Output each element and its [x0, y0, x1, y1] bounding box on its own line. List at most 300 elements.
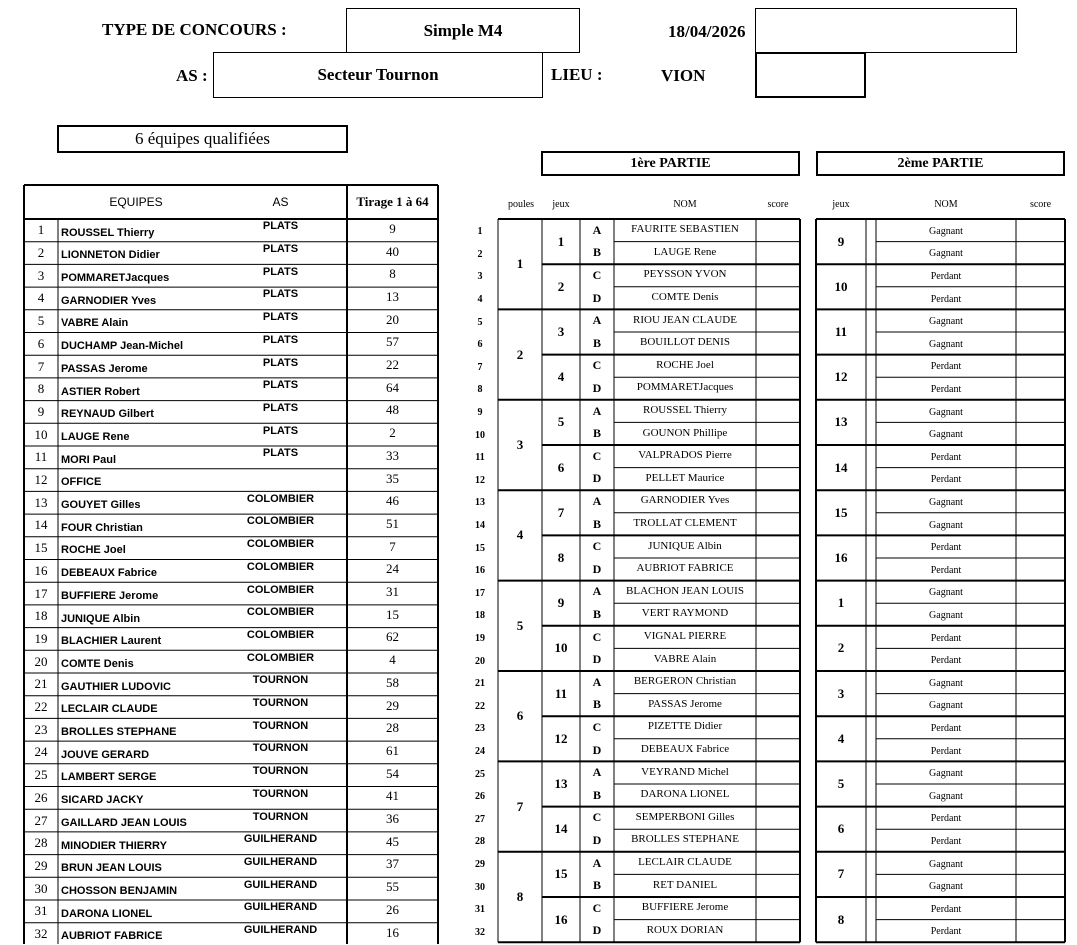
result-label: Gagnant: [929, 700, 963, 712]
player-name: RIOU JEAN CLAUDE: [633, 313, 737, 326]
table-row: [24, 696, 438, 719]
score-cell[interactable]: [756, 581, 800, 604]
draw-row-number: 20: [475, 655, 485, 667]
player-name: PEYSSON YVON: [643, 268, 727, 281]
tirage-value[interactable]: 57: [386, 334, 399, 350]
row-number: 22: [34, 699, 48, 715]
score-cell-2[interactable]: [1016, 355, 1065, 378]
jeu-number: 14: [554, 821, 568, 837]
tirage-value[interactable]: 54: [386, 765, 399, 781]
draw-row-number: 14: [475, 520, 485, 532]
team-as: COLOMBIER: [246, 515, 315, 528]
score-cell[interactable]: [756, 784, 800, 807]
score-cell[interactable]: [756, 445, 800, 468]
score-cell-2[interactable]: [1016, 829, 1065, 852]
table-row: [24, 787, 438, 810]
score-cell-2[interactable]: [1016, 626, 1065, 649]
score-cell-2[interactable]: [1016, 784, 1065, 807]
poule-number: 5: [516, 617, 524, 633]
team-letter: C: [592, 448, 602, 463]
table-row: [24, 378, 438, 401]
score-cell-2[interactable]: [1016, 490, 1065, 513]
draw-row-number: 7: [477, 361, 483, 373]
score-cell[interactable]: [756, 219, 800, 242]
score-cell[interactable]: [756, 468, 800, 491]
jeu-number-2: 11: [834, 323, 848, 339]
row-number: 7: [37, 358, 45, 374]
team-as: PLATS: [262, 424, 299, 437]
poule-number: 3: [516, 436, 524, 452]
score-cell-2[interactable]: [1016, 422, 1065, 445]
table-row: [24, 446, 438, 469]
team-as: TOURNON: [252, 697, 309, 710]
team-letter: C: [592, 900, 602, 915]
team-as: COLOMBIER: [246, 492, 315, 505]
score-cell[interactable]: [756, 422, 800, 445]
row-number: 9: [37, 403, 45, 419]
tirage-value[interactable]: 24: [386, 561, 399, 577]
header-tirage: Tirage 1 à 64: [356, 194, 429, 209]
score-cell-2[interactable]: [1016, 920, 1065, 943]
player-name: AUBRIOT FABRICE: [636, 562, 734, 575]
draw-row-number: 24: [475, 746, 485, 758]
team-as: TOURNON: [252, 787, 309, 800]
jeu-number-2: 5: [837, 775, 845, 791]
header-jeux-2: jeux: [832, 198, 850, 210]
player-name: POMMARETJacques: [636, 381, 734, 394]
row-number: 10: [34, 426, 48, 442]
team-name: GOUYET Gilles: [61, 499, 141, 512]
type-concours-field[interactable]: Simple M4: [346, 8, 580, 53]
result-label: Perdant: [930, 270, 962, 282]
table-row: [24, 718, 438, 741]
player-name: LAUGE Rene: [653, 245, 717, 258]
row-number: 4: [37, 290, 45, 306]
row-number: 32: [34, 926, 48, 942]
score-cell-2[interactable]: [1016, 761, 1065, 784]
table-row: [24, 560, 438, 583]
player-name: PELLET Maurice: [645, 471, 725, 484]
poule-number: 4: [516, 527, 524, 543]
score-cell[interactable]: [756, 739, 800, 762]
team-letter: B: [592, 245, 601, 260]
jeu-number-2: 13: [834, 414, 848, 430]
tirage-value[interactable]: 4: [389, 652, 396, 668]
player-name: TROLLAT CLEMENT: [633, 517, 737, 530]
team-as: PLATS: [262, 333, 299, 346]
jeu-number: 13: [554, 775, 568, 791]
score-cell-2[interactable]: [1016, 694, 1065, 717]
table-row: [24, 650, 438, 673]
team-as: COLOMBIER: [246, 583, 315, 596]
score-cell[interactable]: [756, 490, 800, 513]
row-number: 26: [34, 789, 48, 805]
draw-row-number: 3: [477, 271, 483, 283]
score-cell[interactable]: [756, 897, 800, 920]
team-name: CHOSSON BENJAMIN: [61, 884, 178, 897]
team-name: ROCHE Joel: [61, 544, 126, 557]
score-cell-2[interactable]: [1016, 513, 1065, 536]
table-row: [24, 423, 438, 446]
tirage-value[interactable]: 51: [386, 515, 399, 531]
team-name: VABRE Alain: [61, 317, 129, 330]
result-label: Perdant: [930, 361, 962, 373]
player-name: JUNIQUE Albin: [648, 539, 722, 552]
team-as: GUILHERAND: [243, 878, 318, 891]
score-cell-2[interactable]: [1016, 671, 1065, 694]
jeu-number-2: 1: [837, 595, 845, 611]
jeu-number: 9: [557, 595, 565, 611]
row-number: 20: [34, 653, 48, 669]
poule-number: 7: [516, 798, 524, 814]
tirage-value[interactable]: 64: [386, 379, 399, 395]
table-row: [24, 855, 438, 878]
score-cell[interactable]: [756, 716, 800, 739]
score-cell[interactable]: [756, 309, 800, 332]
score-cell[interactable]: [756, 242, 800, 265]
type-concours-label: TYPE DE CONCOURS :: [102, 20, 287, 39]
jeu-number-2: 12: [834, 369, 848, 385]
player-name: DARONA LIONEL: [640, 788, 730, 801]
score-cell-2[interactable]: [1016, 400, 1065, 423]
score-cell-2[interactable]: [1016, 445, 1065, 468]
result-label: Perdant: [930, 926, 962, 938]
score-cell[interactable]: [756, 535, 800, 558]
score-cell[interactable]: [756, 400, 800, 423]
team-letter: C: [592, 719, 602, 734]
table-row: [24, 401, 438, 424]
draw-row-number: 16: [475, 565, 485, 577]
score-cell[interactable]: [756, 920, 800, 943]
team-as: GUILHERAND: [243, 924, 318, 937]
result-label: Gagnant: [929, 429, 963, 441]
table-row: [24, 219, 438, 242]
jeu-number: 4: [557, 369, 565, 385]
lieu-label: LIEU :: [551, 65, 603, 84]
tirage-value[interactable]: 8: [389, 266, 396, 282]
date-extra-field[interactable]: [755, 8, 1017, 53]
tirage-value[interactable]: 48: [386, 402, 399, 418]
result-label: Perdant: [930, 835, 962, 847]
result-label: Perdant: [930, 632, 962, 644]
result-label: Gagnant: [929, 225, 963, 237]
team-as: COLOMBIER: [246, 606, 315, 619]
score-cell-2[interactable]: [1016, 581, 1065, 604]
draw-row-number: 31: [475, 904, 485, 916]
draw-row-number: 10: [475, 429, 485, 441]
team-as: PLATS: [262, 379, 299, 392]
header-equipes: EQUIPES: [109, 195, 163, 209]
score-cell-2[interactable]: [1016, 219, 1065, 242]
team-as: PLATS: [262, 220, 299, 233]
part1-title: 1ère PARTIE: [541, 151, 800, 176]
result-label: Gagnant: [929, 858, 963, 870]
table-row: [24, 741, 438, 764]
team-name: BLACHIER Laurent: [61, 635, 162, 648]
team-as: TOURNON: [252, 674, 309, 687]
score-cell-2[interactable]: [1016, 468, 1065, 491]
tirage-value[interactable]: 29: [386, 697, 399, 713]
jeu-number-2: 4: [837, 730, 845, 746]
as-field[interactable]: Secteur Tournon: [213, 52, 543, 98]
team-name: OFFICE: [61, 476, 102, 489]
team-as: [214, 470, 347, 483]
draw-row-number: 26: [475, 791, 485, 803]
result-label: Gagnant: [929, 790, 963, 802]
row-number: 19: [34, 630, 48, 646]
draw-row-number: 28: [475, 836, 485, 848]
draw-row-number: 23: [475, 723, 485, 735]
jeu-number: 12: [554, 730, 568, 746]
tirage-value[interactable]: 15: [386, 606, 399, 622]
draw-row-number: 25: [475, 768, 485, 780]
score-cell[interactable]: [756, 829, 800, 852]
tirage-value[interactable]: 40: [386, 243, 399, 259]
result-label: Perdant: [930, 722, 962, 734]
score-cell[interactable]: [756, 558, 800, 581]
team-name: PASSAS Jerome: [61, 362, 148, 375]
team-name: LAMBERT SERGE: [61, 771, 157, 784]
table-row: [24, 809, 438, 832]
result-label: Perdant: [930, 293, 962, 305]
tirage-value[interactable]: 36: [386, 811, 399, 827]
tirage-value[interactable]: 35: [386, 470, 399, 486]
tirage-value[interactable]: 61: [386, 742, 399, 758]
tirage-value[interactable]: 13: [386, 288, 399, 304]
team-as: PLATS: [262, 288, 299, 301]
table-row: [24, 764, 438, 787]
team-letter: B: [592, 426, 601, 441]
row-number: 24: [34, 744, 48, 760]
jeu-number-2: 9: [837, 233, 845, 249]
team-as: TOURNON: [252, 719, 309, 732]
draw-row-number: 17: [475, 587, 485, 599]
row-number: 15: [34, 540, 48, 556]
player-name: VALPRADOS Pierre: [638, 449, 732, 462]
team-letter: C: [592, 539, 602, 554]
draw-row-number: 9: [477, 407, 483, 419]
tirage-value[interactable]: 45: [386, 833, 399, 849]
score-cell[interactable]: [756, 377, 800, 400]
tirage-value[interactable]: 20: [386, 311, 399, 327]
jeu-number-2: 2: [837, 640, 845, 656]
team-as: COLOMBIER: [246, 560, 315, 573]
tirage-value[interactable]: 26: [386, 901, 399, 917]
score-cell-2[interactable]: [1016, 874, 1065, 897]
table-row: [24, 264, 438, 287]
team-as: TOURNON: [252, 765, 309, 778]
score-cell-2[interactable]: [1016, 535, 1065, 558]
tirage-value[interactable]: 2: [389, 425, 396, 441]
row-number: 25: [34, 767, 48, 783]
score-cell[interactable]: [756, 694, 800, 717]
score-cell-2[interactable]: [1016, 242, 1065, 265]
tirage-value[interactable]: 55: [386, 879, 399, 895]
team-as: PLATS: [262, 356, 299, 369]
team-letter: D: [592, 290, 602, 305]
score-cell-2[interactable]: [1016, 603, 1065, 626]
jeu-number: 10: [554, 640, 568, 656]
row-number: 18: [34, 608, 48, 624]
player-name: VIGNAL PIERRE: [643, 630, 727, 643]
tirage-value[interactable]: 31: [386, 584, 399, 600]
jeu-number: 7: [557, 504, 565, 520]
player-name: ROUX DORIAN: [646, 923, 724, 936]
as-label: AS :: [176, 66, 208, 85]
score-cell-2[interactable]: [1016, 716, 1065, 739]
team-name: ROUSSEL Thierry: [61, 226, 155, 239]
row-number: 3: [37, 267, 45, 283]
draw-row-number: 12: [475, 474, 485, 486]
row-number: 14: [34, 517, 48, 533]
score-cell-2[interactable]: [1016, 377, 1065, 400]
team-name: DARONA LIONEL: [61, 907, 153, 920]
result-label: Perdant: [930, 564, 962, 576]
result-label: Perdant: [930, 542, 962, 554]
result-label: Gagnant: [929, 677, 963, 689]
score-cell-2[interactable]: [1016, 807, 1065, 830]
table-row: [24, 355, 438, 378]
row-number: 6: [37, 335, 45, 351]
team-as: PLATS: [262, 265, 299, 278]
score-cell[interactable]: [756, 355, 800, 378]
result-label: Perdant: [930, 451, 962, 463]
player-name: LECLAIR CLAUDE: [638, 856, 732, 869]
draw-row-number: 8: [477, 384, 483, 396]
team-name: MORI Paul: [61, 453, 117, 466]
tirage-value[interactable]: 46: [386, 493, 399, 509]
result-label: Gagnant: [929, 768, 963, 780]
team-name: GARNODIER Yves: [61, 294, 157, 307]
score-cell[interactable]: [756, 807, 800, 830]
team-letter: C: [592, 810, 602, 825]
tirage-value[interactable]: 28: [386, 720, 399, 736]
tirage-value[interactable]: 41: [386, 788, 399, 804]
team-as: COLOMBIER: [246, 651, 315, 664]
score-cell-2[interactable]: [1016, 264, 1065, 287]
score-cell[interactable]: [756, 671, 800, 694]
lieu-extra-field[interactable]: [755, 52, 866, 98]
team-as: TOURNON: [252, 810, 309, 823]
score-cell-2[interactable]: [1016, 648, 1065, 671]
jeu-number: 3: [557, 323, 565, 339]
team-as: GUILHERAND: [243, 901, 318, 914]
jeu-number: 2: [557, 278, 565, 294]
score-cell[interactable]: [756, 648, 800, 671]
score-cell[interactable]: [756, 874, 800, 897]
result-label: Gagnant: [929, 609, 963, 621]
team-name: LAUGE Rene: [61, 430, 130, 443]
team-letter: A: [592, 222, 602, 237]
tirage-value[interactable]: 33: [386, 447, 399, 463]
score-cell[interactable]: [756, 513, 800, 536]
score-cell[interactable]: [756, 852, 800, 875]
team-name: GAUTHIER LUDOVIC: [61, 680, 171, 693]
table-row: [24, 628, 438, 651]
result-label: Perdant: [930, 745, 962, 757]
row-number: 8: [37, 381, 45, 397]
header-score: score: [767, 198, 789, 210]
jeu-number: 8: [557, 549, 565, 565]
score-cell[interactable]: [756, 332, 800, 355]
score-cell-2[interactable]: [1016, 739, 1065, 762]
table-row: [24, 900, 438, 923]
tirage-value[interactable]: 62: [386, 629, 399, 645]
player-name: VEYRAND Michel: [641, 765, 729, 778]
team-letter: D: [592, 561, 602, 576]
score-cell-2[interactable]: [1016, 287, 1065, 310]
team-letter: A: [592, 313, 602, 328]
team-name: ASTIER Robert: [61, 385, 140, 398]
score-cell[interactable]: [756, 761, 800, 784]
tirage-value[interactable]: 37: [386, 856, 399, 872]
row-number: 28: [34, 835, 48, 851]
player-name: SEMPERBONI Gilles: [635, 810, 735, 823]
score-cell[interactable]: [756, 264, 800, 287]
poule-number: 8: [516, 888, 524, 904]
draw-row-number: 5: [477, 316, 483, 328]
score-cell[interactable]: [756, 603, 800, 626]
score-cell-2[interactable]: [1016, 852, 1065, 875]
team-letter: A: [592, 403, 602, 418]
header-as: AS: [272, 195, 289, 209]
lieu-value: VION: [661, 66, 706, 85]
team-letter: A: [592, 765, 602, 780]
table-row: [24, 242, 438, 265]
date-text: 18/04/2026: [668, 22, 746, 41]
table-row: [24, 673, 438, 696]
team-as: GUILHERAND: [243, 855, 318, 868]
draw-row-number: 4: [477, 294, 483, 306]
result-label: Perdant: [930, 813, 962, 825]
row-number: 31: [34, 903, 48, 919]
tirage-value[interactable]: 7: [389, 538, 396, 554]
score-cell-2[interactable]: [1016, 309, 1065, 332]
jeu-number: 11: [554, 685, 568, 701]
team-as: COLOMBIER: [246, 628, 315, 641]
score-cell-2[interactable]: [1016, 332, 1065, 355]
team-letter: D: [592, 832, 602, 847]
jeu-number-2: 14: [834, 459, 848, 475]
row-number: 30: [34, 880, 48, 896]
poule-number: 1: [516, 256, 524, 272]
table-row: [24, 491, 438, 514]
result-label: Perdant: [930, 903, 962, 915]
player-name: FAURITE SEBASTIEN: [631, 223, 739, 236]
table-row: [24, 877, 438, 900]
player-name: ROUSSEL Thierry: [642, 404, 728, 417]
row-number: 17: [34, 585, 48, 601]
table-row: [24, 514, 438, 537]
table-row: [24, 605, 438, 628]
team-name: FOUR Christian: [61, 521, 143, 534]
result-label: Gagnant: [929, 496, 963, 508]
tirage-value[interactable]: 58: [386, 674, 399, 690]
tirage-value[interactable]: 22: [386, 357, 399, 373]
score-cell-2[interactable]: [1016, 897, 1065, 920]
score-cell[interactable]: [756, 626, 800, 649]
draw-row-number: 30: [475, 881, 485, 893]
draw-row-number: 19: [475, 633, 485, 645]
team-as: GUILHERAND: [243, 833, 318, 846]
player-name: BLACHON JEAN LOUIS: [626, 584, 744, 597]
score-cell[interactable]: [756, 287, 800, 310]
table-row: [24, 469, 438, 492]
row-number: 27: [34, 812, 48, 828]
tirage-value[interactable]: 9: [389, 220, 396, 236]
score-cell-2[interactable]: [1016, 558, 1065, 581]
tirage-value[interactable]: 16: [386, 924, 399, 940]
